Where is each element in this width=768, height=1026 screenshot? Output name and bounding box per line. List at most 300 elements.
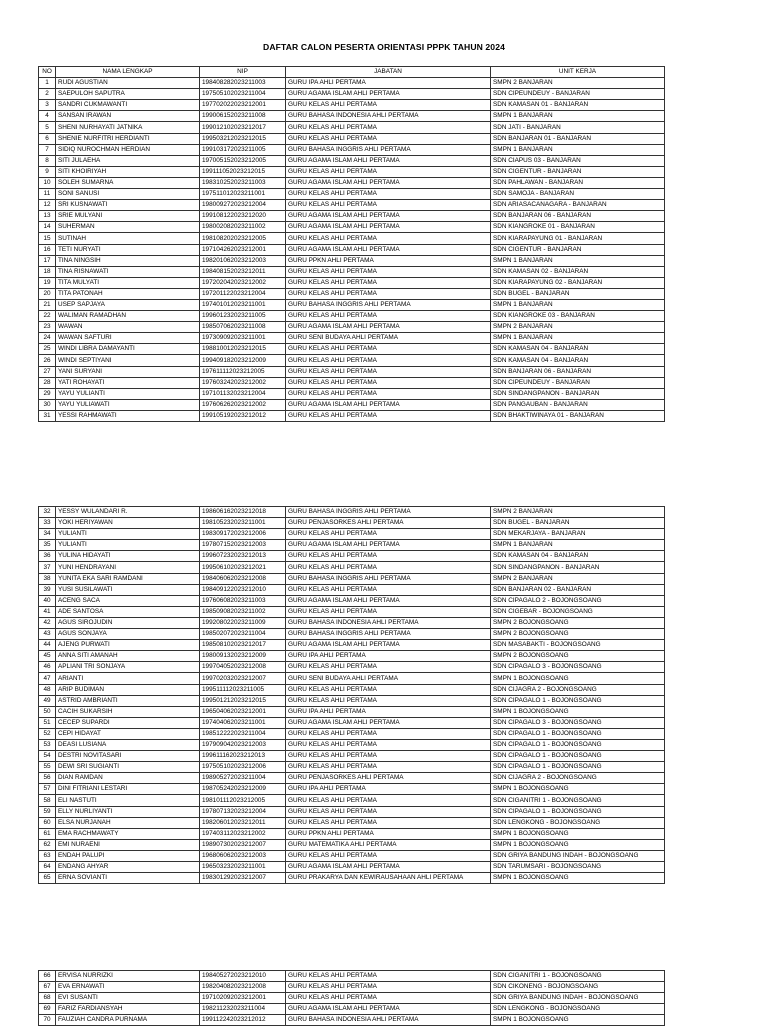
cell-no: 52	[39, 728, 56, 739]
cell-nama: ERVISA NURRIZKI	[56, 971, 200, 982]
cell-unit-kerja: SDN CIPAGALO 1 - BOJONGSOANG	[491, 728, 665, 739]
cell-unit-kerja: SDN JATI - BANJARAN	[491, 122, 665, 133]
cell-nip: 197201122023212004	[200, 288, 286, 299]
cell-jabatan: GURU IPA AHLI PERTAMA	[286, 78, 491, 89]
cell-nama: ELSA NURJANAH	[56, 817, 200, 828]
table-row	[39, 100, 665, 111]
cell-no: 53	[39, 739, 56, 750]
cell-unit-kerja: SDN LENGKONG - BOJONGSOANG	[491, 1004, 665, 1015]
cell-nip: 197101132023212004	[200, 388, 286, 399]
cell-nip: 197505102023211004	[200, 89, 286, 100]
table-row	[39, 166, 665, 177]
cell-nip: 197309092023211001	[200, 333, 286, 344]
table-row	[39, 388, 665, 399]
cell-unit-kerja: SDN KAMASAN 04 - BANJARAN	[491, 355, 665, 366]
cell-nama: DIAN RAMDAN	[56, 773, 200, 784]
cell-no: 10	[39, 177, 56, 188]
cell-unit-kerja: SDN CIKONENG - BOJONGSOANG	[491, 982, 665, 993]
cell-nama: TINA RISNAWATI	[56, 266, 200, 277]
cell-nip: 199607232023212013	[200, 551, 286, 562]
cell-nip: 198406062023212008	[200, 573, 286, 584]
cell-unit-kerja: SMPN 1 BANJARAN	[491, 144, 665, 155]
cell-jabatan: GURU KELAS AHLI PERTAMA	[286, 850, 491, 861]
cell-unit-kerja: SDN LENGKONG - BOJONGSOANG	[491, 817, 665, 828]
table-row	[39, 873, 665, 884]
cell-unit-kerja: SDN CIGENTUR - BANJARAN	[491, 166, 665, 177]
table-row	[39, 795, 665, 806]
cell-jabatan: GURU AGAMA ISLAM AHLI PERTAMA	[286, 640, 491, 651]
table-row	[39, 862, 665, 873]
table-row	[39, 739, 665, 750]
cell-jabatan: GURU KELAS AHLI PERTAMA	[286, 288, 491, 299]
table-row	[39, 1004, 665, 1015]
cell-nama: ADE SANTOSA	[56, 606, 200, 617]
cell-no: 25	[39, 344, 56, 355]
cell-jabatan: GURU AGAMA ISLAM AHLI PERTAMA	[286, 1004, 491, 1015]
cell-no: 54	[39, 751, 56, 762]
table-row	[39, 562, 665, 573]
cell-unit-kerja: SMPN 1 BOJONGSOANG	[491, 873, 665, 884]
cell-no: 27	[39, 366, 56, 377]
cell-nip: 197104262023212001	[200, 244, 286, 255]
cell-unit-kerja: SDN GRIYA BANDUNG INDAH - BOJONGSOANG	[491, 850, 665, 861]
cell-no: 11	[39, 189, 56, 200]
cell-no: 61	[39, 828, 56, 839]
cell-nip: 196504062023212001	[200, 706, 286, 717]
cell-nip: 198502072023211004	[200, 629, 286, 640]
cell-jabatan: GURU PRAKARYA DAN KEWIRAUSAHAAN AHLI PERTAMA	[286, 873, 491, 884]
table-row	[39, 222, 665, 233]
cell-no: 42	[39, 617, 56, 628]
cell-unit-kerja: SDN KAMASAN 04 - BANJARAN	[491, 551, 665, 562]
cell-nip: 197603242023212002	[200, 377, 286, 388]
cell-nama: SOLEH SUMARNA	[56, 177, 200, 188]
cell-nama: ELLY NURLIYANTI	[56, 806, 200, 817]
cell-nip: 197403112023212002	[200, 828, 286, 839]
cell-nip: 197807132023212004	[200, 806, 286, 817]
cell-nama: EMA RACHMAWATY	[56, 828, 200, 839]
cell-no: 28	[39, 377, 56, 388]
table-row	[39, 640, 665, 651]
cell-jabatan: GURU KELAS AHLI PERTAMA	[286, 189, 491, 200]
cell-no: 20	[39, 288, 56, 299]
cell-jabatan: GURU MATEMATIKA AHLI PERTAMA	[286, 839, 491, 850]
cell-jabatan: GURU KELAS AHLI PERTAMA	[286, 366, 491, 377]
cell-unit-kerja: SMPN 1 BOJONGSOANG	[491, 673, 665, 684]
cell-nip: 198408152023212011	[200, 266, 286, 277]
column-header-unit-kerja: UNIT KERJA	[491, 67, 665, 78]
cell-no: 22	[39, 311, 56, 322]
cell-nama: FARIZ FARDIANSYAH	[56, 1004, 200, 1015]
cell-no: 40	[39, 595, 56, 606]
cell-no: 34	[39, 529, 56, 540]
cell-nama: SITI JULAEHA	[56, 155, 200, 166]
table-row	[39, 322, 665, 333]
table-row	[39, 662, 665, 673]
column-header-nip: NIP	[200, 67, 286, 78]
cell-jabatan: GURU KELAS AHLI PERTAMA	[286, 971, 491, 982]
cell-nip: 197807152023212003	[200, 540, 286, 551]
cell-unit-kerja: SMPN 1 BOJONGSOANG	[491, 1015, 665, 1026]
cell-nama: EMI NURAENI	[56, 839, 200, 850]
table-row	[39, 695, 665, 706]
cell-nama: SHENI NURHAYATI JATNIKA	[56, 122, 200, 133]
cell-unit-kerja: SDN BUGEL - BANJARAN	[491, 288, 665, 299]
cell-nip: 198009132023212009	[200, 651, 286, 662]
cell-no: 43	[39, 629, 56, 640]
cell-no: 55	[39, 762, 56, 773]
cell-jabatan: GURU KELAS AHLI PERTAMA	[286, 122, 491, 133]
cell-nip: 199103172023211005	[200, 144, 286, 155]
cell-nip: 198905272023211004	[200, 773, 286, 784]
cell-jabatan: GURU PPKN AHLI PERTAMA	[286, 255, 491, 266]
cell-unit-kerja: SDN SINDANGPANON - BANJARAN	[491, 562, 665, 573]
cell-no: 15	[39, 233, 56, 244]
cell-nama: SANSAN IRAWAN	[56, 111, 200, 122]
cell-jabatan: GURU AGAMA ISLAM AHLI PERTAMA	[286, 595, 491, 606]
table-row	[39, 850, 665, 861]
cell-unit-kerja: SMPN 1 BANJARAN	[491, 299, 665, 310]
cell-jabatan: GURU AGAMA ISLAM AHLI PERTAMA	[286, 222, 491, 233]
cell-nama: RUDI AGUSTIAN	[56, 78, 200, 89]
cell-nip: 199108122023212020	[200, 211, 286, 222]
cell-nama: WINDI LIBRA DAMAYANTI	[56, 344, 200, 355]
cell-jabatan: GURU PPKN AHLI PERTAMA	[286, 828, 491, 839]
cell-nip: 198705242023212009	[200, 784, 286, 795]
cell-no: 66	[39, 971, 56, 982]
table-row	[39, 377, 665, 388]
cell-nip: 198810012023212015	[200, 344, 286, 355]
cell-jabatan: GURU IPA AHLI PERTAMA	[286, 784, 491, 795]
cell-nip: 198509082023211002	[200, 606, 286, 617]
cell-nama: ELI NASTUTI	[56, 795, 200, 806]
cell-unit-kerja: SDN CIPAGALO 1 - BOJONGSOANG	[491, 806, 665, 817]
table-row	[39, 606, 665, 617]
cell-nama: YATI ROHAYATI	[56, 377, 200, 388]
cell-nama: TETI NURYATI	[56, 244, 200, 255]
cell-unit-kerja: SMPN 1 BOJONGSOANG	[491, 784, 665, 795]
cell-unit-kerja: SDN KAMASAN 01 - BANJARAN	[491, 100, 665, 111]
cell-unit-kerja: SMPN 1 BOJONGSOANG	[491, 706, 665, 717]
cell-nama: USEP SAPJAYA	[56, 299, 200, 310]
cell-jabatan: GURU KELAS AHLI PERTAMA	[286, 684, 491, 695]
roster-table-continued	[38, 506, 665, 884]
cell-nip: 197702022023212001	[200, 100, 286, 111]
cell-nama: DEASI LUSIANA	[56, 739, 200, 750]
cell-nip: 199111052023212015	[200, 166, 286, 177]
cell-jabatan: GURU AGAMA ISLAM AHLI PERTAMA	[286, 399, 491, 410]
cell-no: 26	[39, 355, 56, 366]
cell-nip: 198907302023212007	[200, 839, 286, 850]
cell-nama: YAYU YULIAWATI	[56, 399, 200, 410]
table-row	[39, 277, 665, 288]
cell-jabatan: GURU IPA AHLI PERTAMA	[286, 706, 491, 717]
cell-nama: YOKI HERIYAWAN	[56, 518, 200, 529]
cell-nip: 199702032023212007	[200, 673, 286, 684]
cell-no: 7	[39, 144, 56, 155]
cell-unit-kerja: SMPN 2 BOJONGSOANG	[491, 617, 665, 628]
cell-nama: DINI FITRIANI LESTARI	[56, 784, 200, 795]
cell-nama: SITI KHOIRIYAH	[56, 166, 200, 177]
document-title: DAFTAR CALON PESERTA ORIENTASI PPPK TAHUN 2024	[263, 42, 505, 52]
cell-unit-kerja: SDN CIPAGALO 3 - BOJONGSOANG	[491, 662, 665, 673]
cell-no: 39	[39, 584, 56, 595]
cell-nama: ARIP BUDIMAN	[56, 684, 200, 695]
cell-jabatan: GURU KELAS AHLI PERTAMA	[286, 344, 491, 355]
cell-unit-kerja: SMPN 1 BANJARAN	[491, 333, 665, 344]
cell-nama: YUSI SUSILAWATI	[56, 584, 200, 595]
cell-jabatan: GURU KELAS AHLI PERTAMA	[286, 795, 491, 806]
cell-no: 58	[39, 795, 56, 806]
cell-jabatan: GURU KELAS AHLI PERTAMA	[286, 355, 491, 366]
cell-unit-kerja: SDN CIPEUNDEUY - BANJARAN	[491, 89, 665, 100]
cell-nip: 199601232023211005	[200, 311, 286, 322]
cell-jabatan: GURU KELAS AHLI PERTAMA	[286, 806, 491, 817]
cell-unit-kerja: SDN TARUMSARI - BOJONGSOANG	[491, 862, 665, 873]
cell-jabatan: GURU AGAMA ISLAM AHLI PERTAMA	[286, 89, 491, 100]
cell-unit-kerja: SMPN 2 BOJONGSOANG	[491, 651, 665, 662]
cell-nama: SANDRI CUKMAWANTI	[56, 100, 200, 111]
cell-jabatan: GURU KELAS AHLI PERTAMA	[286, 233, 491, 244]
cell-nama: SUHERMAN	[56, 222, 200, 233]
cell-no: 63	[39, 850, 56, 861]
cell-jabatan: GURU KELAS AHLI PERTAMA	[286, 584, 491, 595]
cell-unit-kerja: SDN KIANGROKE 03 - BANJARAN	[491, 311, 665, 322]
cell-unit-kerja: SDN CIPAGALO 2 - BOJONGSOANG	[491, 595, 665, 606]
cell-unit-kerja: SMPN 2 BANJARAN	[491, 322, 665, 333]
cell-unit-kerja: SMPN 2 BANJARAN	[491, 573, 665, 584]
cell-no: 69	[39, 1004, 56, 1015]
table-row	[39, 529, 665, 540]
cell-jabatan: GURU BAHASA INGGRIS AHLI PERTAMA	[286, 573, 491, 584]
cell-unit-kerja: SDN CIGENTUR - BANJARAN	[491, 244, 665, 255]
cell-jabatan: GURU SENI BUDAYA AHLI PERTAMA	[286, 333, 491, 344]
cell-jabatan: GURU AGAMA ISLAM AHLI PERTAMA	[286, 540, 491, 551]
table-row	[39, 244, 665, 255]
cell-jabatan: GURU AGAMA ISLAM AHLI PERTAMA	[286, 211, 491, 222]
table-row	[39, 355, 665, 366]
cell-nip: 198009272023212004	[200, 200, 286, 211]
cell-unit-kerja: SDN CIJAGRA 2 - BOJONGSOANG	[491, 773, 665, 784]
table-row	[39, 78, 665, 89]
cell-jabatan: GURU BAHASA INGGRIS AHLI PERTAMA	[286, 629, 491, 640]
cell-unit-kerja: SDN CIPAGALO 1 - BOJONGSOANG	[491, 695, 665, 706]
cell-jabatan: GURU IPA AHLI PERTAMA	[286, 651, 491, 662]
cell-jabatan: GURU AGAMA ISLAM AHLI PERTAMA	[286, 862, 491, 873]
table-row	[39, 288, 665, 299]
table-row	[39, 784, 665, 795]
cell-jabatan: GURU KELAS AHLI PERTAMA	[286, 751, 491, 762]
cell-nama: YULIANTI	[56, 540, 200, 551]
table-row	[39, 1015, 665, 1026]
cell-jabatan: GURU PENJASORKES AHLI PERTAMA	[286, 518, 491, 529]
cell-nip: 197202042023212002	[200, 277, 286, 288]
cell-no: 31	[39, 410, 56, 421]
cell-nama: ERNA SOVIANTI	[56, 873, 200, 884]
cell-nip: 198101112023212005	[200, 795, 286, 806]
table-row	[39, 993, 665, 1004]
table-row	[39, 551, 665, 562]
cell-no: 57	[39, 784, 56, 795]
cell-nama: YUNITA EKA SARI RAMDANI	[56, 573, 200, 584]
table-row	[39, 299, 665, 310]
cell-nama: YULINA HIDAYATI	[56, 551, 200, 562]
cell-no: 64	[39, 862, 56, 873]
cell-unit-kerja: SDN GRIYA BANDUNG INDAH - BOJONGSOANG	[491, 993, 665, 1004]
cell-nama: FAUZIAH CANDRA PURNAMA	[56, 1015, 200, 1026]
table-row	[39, 133, 665, 144]
table-row	[39, 762, 665, 773]
cell-nama: TITA PATONAH	[56, 288, 200, 299]
table-row	[39, 971, 665, 982]
table-header-row	[39, 67, 665, 78]
cell-no: 35	[39, 540, 56, 551]
cell-no: 38	[39, 573, 56, 584]
cell-nip: 197404062023211001	[200, 717, 286, 728]
cell-jabatan: GURU KELAS AHLI PERTAMA	[286, 133, 491, 144]
cell-nama: WAWAN SAFTURI	[56, 333, 200, 344]
table-row	[39, 311, 665, 322]
cell-nip: 198204082023212008	[200, 982, 286, 993]
cell-nip: 199506102023212021	[200, 562, 286, 573]
table-row	[39, 982, 665, 993]
cell-no: 4	[39, 111, 56, 122]
cell-jabatan: GURU KELAS AHLI PERTAMA	[286, 277, 491, 288]
column-header-no: NO	[39, 67, 56, 78]
cell-unit-kerja: SDN BANJARAN 06 - BANJARAN	[491, 366, 665, 377]
table-row	[39, 200, 665, 211]
cell-no: 2	[39, 89, 56, 100]
cell-unit-kerja: SDN BANJARAN 06 - BANJARAN	[491, 211, 665, 222]
cell-jabatan: GURU KELAS AHLI PERTAMA	[286, 410, 491, 421]
cell-jabatan: GURU BAHASA INGGRIS AHLI PERTAMA	[286, 507, 491, 518]
cell-no: 36	[39, 551, 56, 562]
cell-nama: ENDAH PALUPI	[56, 850, 200, 861]
cell-unit-kerja: SDN CIAPUS 03 - BANJARAN	[491, 155, 665, 166]
cell-nip: 197401012023211001	[200, 299, 286, 310]
cell-unit-kerja: SDN BANJARAN 01 - BANJARAN	[491, 133, 665, 144]
table-row	[39, 366, 665, 377]
table-row	[39, 89, 665, 100]
cell-unit-kerja: SDN CIPAGALO 1 - BOJONGSOANG	[491, 762, 665, 773]
cell-no: 18	[39, 266, 56, 277]
cell-unit-kerja: SDN SINDANGPANON - BANJARAN	[491, 388, 665, 399]
cell-nip: 198105232023211001	[200, 518, 286, 529]
cell-nama: EVI SUSANTI	[56, 993, 200, 1004]
cell-nama: ANNA SITI AMANAH	[56, 651, 200, 662]
cell-jabatan: GURU AGAMA ISLAM AHLI PERTAMA	[286, 717, 491, 728]
cell-unit-kerja: SDN PANGAUBAN - BANJARAN	[491, 399, 665, 410]
cell-nip: 196503232023211001	[200, 862, 286, 873]
cell-jabatan: GURU BAHASA INGGRIS AHLI PERTAMA	[286, 144, 491, 155]
cell-jabatan: GURU AGAMA ISLAM AHLI PERTAMA	[286, 155, 491, 166]
table-row	[39, 155, 665, 166]
cell-unit-kerja: SDN KIANGROKE 01 - BANJARAN	[491, 222, 665, 233]
cell-nama: YULIANTI	[56, 529, 200, 540]
cell-jabatan: GURU AGAMA ISLAM AHLI PERTAMA	[286, 244, 491, 255]
table-row	[39, 189, 665, 200]
cell-no: 6	[39, 133, 56, 144]
cell-no: 60	[39, 817, 56, 828]
cell-nip: 197606262023212002	[200, 399, 286, 410]
table-row	[39, 573, 665, 584]
table-row	[39, 144, 665, 155]
cell-nip: 199511112023211005	[200, 684, 286, 695]
cell-no: 33	[39, 518, 56, 529]
cell-no: 47	[39, 673, 56, 684]
cell-nip: 199704052023212008	[200, 662, 286, 673]
cell-nip: 196806062023212003	[200, 850, 286, 861]
table-row	[39, 828, 665, 839]
cell-nama: CEPI HIDAYAT	[56, 728, 200, 739]
cell-jabatan: GURU AGAMA ISLAM AHLI PERTAMA	[286, 322, 491, 333]
table-row	[39, 344, 665, 355]
cell-nip: 198507062023211008	[200, 322, 286, 333]
cell-nama: SONI SANUSI	[56, 189, 200, 200]
cell-jabatan: GURU SENI BUDAYA AHLI PERTAMA	[286, 673, 491, 684]
cell-no: 29	[39, 388, 56, 399]
cell-nama: YANI SURYANI	[56, 366, 200, 377]
cell-jabatan: GURU KELAS AHLI PERTAMA	[286, 100, 491, 111]
cell-nip: 198408282023211003	[200, 78, 286, 89]
cell-nip: 198405272023212010	[200, 971, 286, 982]
cell-unit-kerja: SDN KAMASAN 02 - BANJARAN	[491, 266, 665, 277]
cell-no: 21	[39, 299, 56, 310]
table-row	[39, 233, 665, 244]
cell-jabatan: GURU KELAS AHLI PERTAMA	[286, 166, 491, 177]
cell-unit-kerja: SDN BANJARAN 02 - BANJARAN	[491, 584, 665, 595]
cell-no: 32	[39, 507, 56, 518]
cell-unit-kerja: SMPN 1 BANJARAN	[491, 255, 665, 266]
table-row	[39, 706, 665, 717]
cell-jabatan: GURU KELAS AHLI PERTAMA	[286, 662, 491, 673]
cell-no: 67	[39, 982, 56, 993]
roster-table-continued	[38, 970, 665, 1026]
cell-jabatan: GURU KELAS AHLI PERTAMA	[286, 551, 491, 562]
cell-jabatan: GURU KELAS AHLI PERTAMA	[286, 377, 491, 388]
cell-no: 9	[39, 166, 56, 177]
table-row	[39, 617, 665, 628]
cell-no: 37	[39, 562, 56, 573]
cell-no: 65	[39, 873, 56, 884]
cell-nip: 198108202023212005	[200, 233, 286, 244]
table-row	[39, 410, 665, 421]
cell-no: 12	[39, 200, 56, 211]
cell-nama: ASTRID AMBRIANTI	[56, 695, 200, 706]
cell-nama: ARIANTI	[56, 673, 200, 684]
cell-jabatan: GURU KELAS AHLI PERTAMA	[286, 388, 491, 399]
cell-no: 46	[39, 662, 56, 673]
cell-nip: 197102092023212001	[200, 993, 286, 1004]
cell-nip: 199409182023212009	[200, 355, 286, 366]
cell-jabatan: GURU BAHASA INDONESIA AHLI PERTAMA	[286, 617, 491, 628]
cell-jabatan: GURU KELAS AHLI PERTAMA	[286, 311, 491, 322]
cell-nama: CECEP SUPARDI	[56, 717, 200, 728]
cell-no: 23	[39, 322, 56, 333]
cell-nama: TINA NINGSIH	[56, 255, 200, 266]
cell-nip: 198201062023212003	[200, 255, 286, 266]
table-row	[39, 333, 665, 344]
cell-no: 13	[39, 211, 56, 222]
cell-unit-kerja: SDN KAMASAN 04 - BANJARAN	[491, 344, 665, 355]
cell-nip: 199012102023212017	[200, 122, 286, 133]
cell-nip: 199611162023212013	[200, 751, 286, 762]
cell-no: 16	[39, 244, 56, 255]
cell-jabatan: GURU BAHASA INGGRIS AHLI PERTAMA	[286, 299, 491, 310]
cell-unit-kerja: SDN SAMOJA - BANJARAN	[491, 189, 665, 200]
cell-unit-kerja: SDN MEKARJAYA - BANJARAN	[491, 529, 665, 540]
cell-unit-kerja: SDN CIGANITRI 1 - BOJONGSOANG	[491, 795, 665, 806]
